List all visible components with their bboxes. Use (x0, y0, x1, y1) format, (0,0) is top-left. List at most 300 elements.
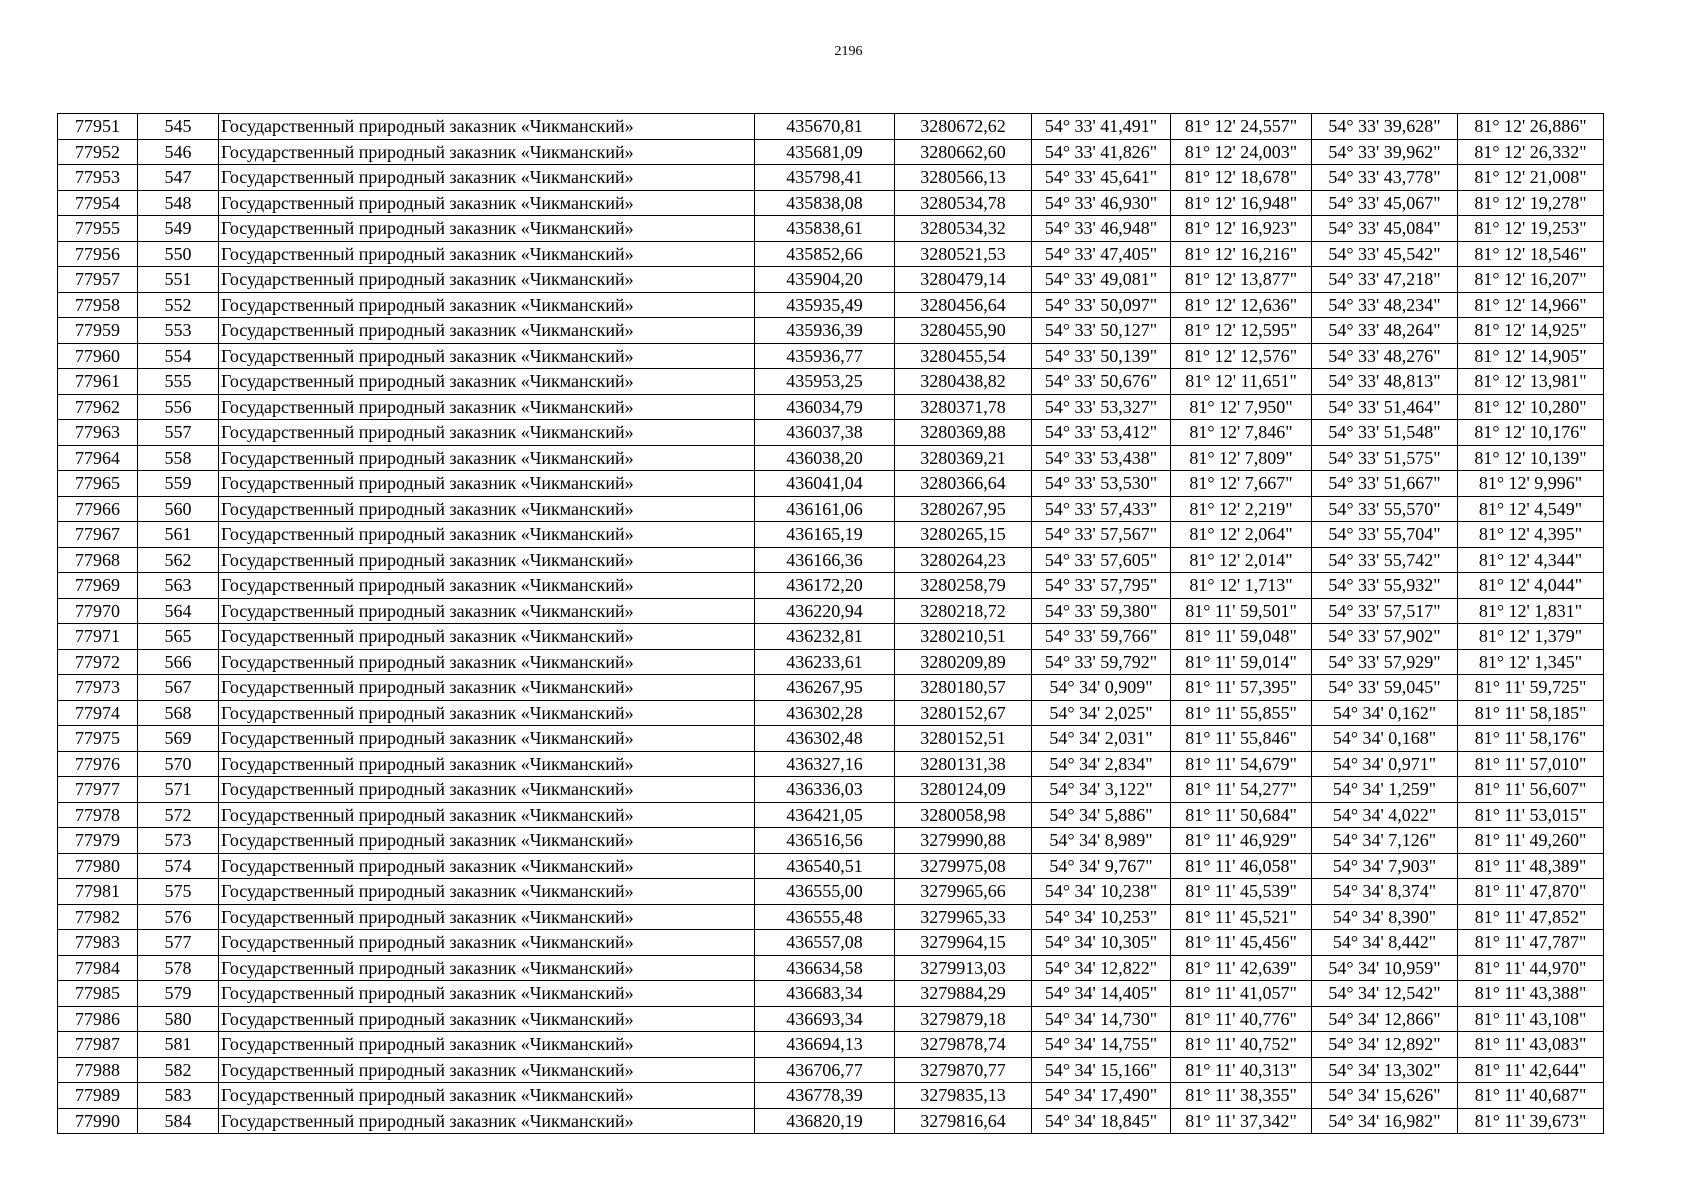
longitude-2-cell: 81° 11' 43,388" (1458, 981, 1604, 1007)
latitude-2-cell: 54° 34' 7,126" (1312, 828, 1458, 854)
coord-x-cell: 436233,61 (755, 649, 895, 675)
point-number-cell: 566 (138, 649, 219, 675)
longitude-2-cell: 81° 12' 10,280" (1458, 394, 1604, 420)
point-number-cell: 581 (138, 1032, 219, 1058)
object-name-cell: Государственный природный заказник «Чикманский» (219, 624, 755, 650)
point-number-cell: 568 (138, 700, 219, 726)
latitude-1-cell: 54° 34' 17,490" (1032, 1083, 1171, 1109)
latitude-2-cell: 54° 33' 43,778" (1312, 165, 1458, 191)
table-row (58, 292, 1604, 318)
object-name-cell: Государственный природный заказник «Чикманский» (219, 955, 755, 981)
coord-y-cell: 3280662,60 (895, 139, 1032, 165)
point-number-cell: 569 (138, 726, 219, 752)
object-name-cell: Государственный природный заказник «Чикманский» (219, 573, 755, 599)
coord-x-cell: 435935,49 (755, 292, 895, 318)
latitude-2-cell: 54° 33' 57,517" (1312, 598, 1458, 624)
latitude-2-cell: 54° 33' 55,742" (1312, 547, 1458, 573)
coord-x-cell: 435904,20 (755, 267, 895, 293)
table-row (58, 471, 1604, 497)
coord-y-cell: 3280258,79 (895, 573, 1032, 599)
row-number-cell: 77976 (58, 751, 138, 777)
longitude-2-cell: 81° 12' 4,044" (1458, 573, 1604, 599)
longitude-2-cell: 81° 11' 47,787" (1458, 930, 1604, 956)
point-number-cell: 546 (138, 139, 219, 165)
point-number-cell: 557 (138, 420, 219, 446)
latitude-2-cell: 54° 34' 12,542" (1312, 981, 1458, 1007)
longitude-1-cell: 81° 12' 24,003" (1171, 139, 1312, 165)
latitude-1-cell: 54° 33' 50,127" (1032, 318, 1171, 344)
row-number-cell: 77955 (58, 216, 138, 242)
row-number-cell: 77962 (58, 394, 138, 420)
longitude-1-cell: 81° 11' 41,057" (1171, 981, 1312, 1007)
row-number-cell: 77954 (58, 190, 138, 216)
latitude-2-cell: 54° 33' 47,218" (1312, 267, 1458, 293)
longitude-2-cell: 81° 11' 44,970" (1458, 955, 1604, 981)
latitude-2-cell: 54° 33' 45,084" (1312, 216, 1458, 242)
object-name-cell: Государственный природный заказник «Чикманский» (219, 802, 755, 828)
longitude-1-cell: 81° 12' 12,595" (1171, 318, 1312, 344)
latitude-2-cell: 54° 33' 57,902" (1312, 624, 1458, 650)
table-row (58, 930, 1604, 956)
table-row (58, 547, 1604, 573)
point-number-cell: 560 (138, 496, 219, 522)
longitude-1-cell: 81° 12' 1,713" (1171, 573, 1312, 599)
object-name-cell: Государственный природный заказник «Чикманский» (219, 1083, 755, 1109)
coord-x-cell: 436220,94 (755, 598, 895, 624)
object-name-cell: Государственный природный заказник «Чикманский» (219, 165, 755, 191)
coord-x-cell: 436540,51 (755, 853, 895, 879)
object-name-cell: Государственный природный заказник «Чикманский» (219, 1032, 755, 1058)
coord-x-cell: 436172,20 (755, 573, 895, 599)
longitude-2-cell: 81° 12' 1,345" (1458, 649, 1604, 675)
longitude-1-cell: 81° 11' 40,776" (1171, 1006, 1312, 1032)
table-row (58, 420, 1604, 446)
row-number-cell: 77968 (58, 547, 138, 573)
coord-x-cell: 435670,81 (755, 114, 895, 140)
longitude-2-cell: 81° 12' 18,546" (1458, 241, 1604, 267)
coord-x-cell: 436778,39 (755, 1083, 895, 1109)
longitude-2-cell: 81° 11' 57,010" (1458, 751, 1604, 777)
row-number-cell: 77965 (58, 471, 138, 497)
point-number-cell: 574 (138, 853, 219, 879)
longitude-2-cell: 81° 12' 10,176" (1458, 420, 1604, 446)
row-number-cell: 77953 (58, 165, 138, 191)
table-row (58, 318, 1604, 344)
coord-y-cell: 3280218,72 (895, 598, 1032, 624)
longitude-1-cell: 81° 11' 37,342" (1171, 1108, 1312, 1134)
object-name-cell: Государственный природный заказник «Чикманский» (219, 547, 755, 573)
row-number-cell: 77960 (58, 343, 138, 369)
coord-y-cell: 3279816,64 (895, 1108, 1032, 1134)
longitude-2-cell: 81° 11' 47,852" (1458, 904, 1604, 930)
coord-x-cell: 436516,56 (755, 828, 895, 854)
row-number-cell: 77980 (58, 853, 138, 879)
latitude-2-cell: 54° 34' 4,022" (1312, 802, 1458, 828)
object-name-cell: Государственный природный заказник «Чикманский» (219, 216, 755, 242)
latitude-2-cell: 54° 34' 12,892" (1312, 1032, 1458, 1058)
coord-x-cell: 436820,19 (755, 1108, 895, 1134)
latitude-1-cell: 54° 33' 46,930" (1032, 190, 1171, 216)
coord-y-cell: 3279913,03 (895, 955, 1032, 981)
row-number-cell: 77951 (58, 114, 138, 140)
coord-x-cell: 436302,28 (755, 700, 895, 726)
row-number-cell: 77990 (58, 1108, 138, 1134)
longitude-2-cell: 81° 11' 40,687" (1458, 1083, 1604, 1109)
table-row (58, 802, 1604, 828)
point-number-cell: 548 (138, 190, 219, 216)
coord-y-cell: 3279884,29 (895, 981, 1032, 1007)
longitude-2-cell: 81° 12' 14,966" (1458, 292, 1604, 318)
longitude-1-cell: 81° 11' 55,855" (1171, 700, 1312, 726)
longitude-2-cell: 81° 11' 58,176" (1458, 726, 1604, 752)
point-number-cell: 552 (138, 292, 219, 318)
table-row (58, 496, 1604, 522)
table-row (58, 955, 1604, 981)
longitude-2-cell: 81° 11' 49,260" (1458, 828, 1604, 854)
object-name-cell: Государственный природный заказник «Чикманский» (219, 496, 755, 522)
point-number-cell: 580 (138, 1006, 219, 1032)
row-number-cell: 77959 (58, 318, 138, 344)
object-name-cell: Государственный природный заказник «Чикманский» (219, 675, 755, 701)
longitude-2-cell: 81° 12' 9,996" (1458, 471, 1604, 497)
table-row (58, 445, 1604, 471)
longitude-2-cell: 81° 11' 58,185" (1458, 700, 1604, 726)
object-name-cell: Государственный природный заказник «Чикманский» (219, 649, 755, 675)
coord-x-cell: 436038,20 (755, 445, 895, 471)
point-number-cell: 579 (138, 981, 219, 1007)
latitude-1-cell: 54° 34' 10,238" (1032, 879, 1171, 905)
point-number-cell: 562 (138, 547, 219, 573)
coord-y-cell: 3279870,77 (895, 1057, 1032, 1083)
table-row (58, 649, 1604, 675)
latitude-2-cell: 54° 33' 55,704" (1312, 522, 1458, 548)
table-row (58, 139, 1604, 165)
coord-y-cell: 3280264,23 (895, 547, 1032, 573)
table-row (58, 1083, 1604, 1109)
table-row (58, 675, 1604, 701)
longitude-1-cell: 81° 11' 46,058" (1171, 853, 1312, 879)
latitude-1-cell: 54° 34' 15,166" (1032, 1057, 1171, 1083)
coord-y-cell: 3279964,15 (895, 930, 1032, 956)
latitude-1-cell: 54° 33' 50,676" (1032, 369, 1171, 395)
longitude-1-cell: 81° 11' 54,277" (1171, 777, 1312, 803)
latitude-1-cell: 54° 34' 9,767" (1032, 853, 1171, 879)
longitude-1-cell: 81° 12' 13,877" (1171, 267, 1312, 293)
table-row (58, 777, 1604, 803)
object-name-cell: Государственный природный заказник «Чикманский» (219, 471, 755, 497)
longitude-2-cell: 81° 12' 1,379" (1458, 624, 1604, 650)
table-row (58, 700, 1604, 726)
latitude-1-cell: 54° 33' 50,097" (1032, 292, 1171, 318)
coord-y-cell: 3280265,15 (895, 522, 1032, 548)
object-name-cell: Государственный природный заказник «Чикманский» (219, 1108, 755, 1134)
coord-x-cell: 436166,36 (755, 547, 895, 573)
point-number-cell: 559 (138, 471, 219, 497)
longitude-2-cell: 81° 11' 53,015" (1458, 802, 1604, 828)
table-row (58, 165, 1604, 191)
coord-y-cell: 3280209,89 (895, 649, 1032, 675)
object-name-cell: Государственный природный заказник «Чикманский» (219, 241, 755, 267)
latitude-2-cell: 54° 34' 8,390" (1312, 904, 1458, 930)
latitude-1-cell: 54° 33' 53,412" (1032, 420, 1171, 446)
latitude-1-cell: 54° 33' 50,139" (1032, 343, 1171, 369)
object-name-cell: Государственный природный заказник «Чикманский» (219, 445, 755, 471)
longitude-1-cell: 81° 11' 59,014" (1171, 649, 1312, 675)
coord-y-cell: 3280366,64 (895, 471, 1032, 497)
row-number-cell: 77952 (58, 139, 138, 165)
latitude-1-cell: 54° 34' 3,122" (1032, 777, 1171, 803)
longitude-1-cell: 81° 11' 45,456" (1171, 930, 1312, 956)
table-row (58, 114, 1604, 140)
coord-x-cell: 436555,48 (755, 904, 895, 930)
latitude-1-cell: 54° 33' 57,433" (1032, 496, 1171, 522)
longitude-2-cell: 81° 11' 43,108" (1458, 1006, 1604, 1032)
coord-x-cell: 435838,61 (755, 216, 895, 242)
coord-y-cell: 3280058,98 (895, 802, 1032, 828)
table-body (58, 114, 1604, 1134)
latitude-1-cell: 54° 33' 41,826" (1032, 139, 1171, 165)
coord-y-cell: 3279975,08 (895, 853, 1032, 879)
row-number-cell: 77983 (58, 930, 138, 956)
longitude-1-cell: 81° 11' 50,684" (1171, 802, 1312, 828)
longitude-2-cell: 81° 12' 19,278" (1458, 190, 1604, 216)
longitude-1-cell: 81° 12' 18,678" (1171, 165, 1312, 191)
table-row (58, 573, 1604, 599)
longitude-2-cell: 81° 12' 26,886" (1458, 114, 1604, 140)
longitude-1-cell: 81° 11' 40,752" (1171, 1032, 1312, 1058)
latitude-1-cell: 54° 33' 57,605" (1032, 547, 1171, 573)
object-name-cell: Государственный природный заказник «Чикманский» (219, 369, 755, 395)
coord-y-cell: 3280124,09 (895, 777, 1032, 803)
coord-x-cell: 436557,08 (755, 930, 895, 956)
coord-y-cell: 3279879,18 (895, 1006, 1032, 1032)
latitude-2-cell: 54° 33' 51,575" (1312, 445, 1458, 471)
coord-x-cell: 436161,06 (755, 496, 895, 522)
table-row (58, 751, 1604, 777)
latitude-2-cell: 54° 33' 48,813" (1312, 369, 1458, 395)
latitude-2-cell: 54° 33' 48,276" (1312, 343, 1458, 369)
coord-x-cell: 435681,09 (755, 139, 895, 165)
coord-y-cell: 3279878,74 (895, 1032, 1032, 1058)
coord-y-cell: 3279965,33 (895, 904, 1032, 930)
longitude-1-cell: 81° 12' 2,064" (1171, 522, 1312, 548)
row-number-cell: 77989 (58, 1083, 138, 1109)
longitude-1-cell: 81° 12' 12,636" (1171, 292, 1312, 318)
point-number-cell: 553 (138, 318, 219, 344)
latitude-1-cell: 54° 33' 59,766" (1032, 624, 1171, 650)
coord-y-cell: 3280534,78 (895, 190, 1032, 216)
longitude-1-cell: 81° 12' 2,014" (1171, 547, 1312, 573)
latitude-2-cell: 54° 34' 0,971" (1312, 751, 1458, 777)
row-number-cell: 77969 (58, 573, 138, 599)
coord-x-cell: 436037,38 (755, 420, 895, 446)
coord-x-cell: 436555,00 (755, 879, 895, 905)
longitude-1-cell: 81° 11' 55,846" (1171, 726, 1312, 752)
table-row (58, 267, 1604, 293)
point-number-cell: 564 (138, 598, 219, 624)
table-row (58, 904, 1604, 930)
object-name-cell: Государственный природный заказник «Чикманский» (219, 700, 755, 726)
row-number-cell: 77974 (58, 700, 138, 726)
row-number-cell: 77967 (58, 522, 138, 548)
longitude-2-cell: 81° 12' 26,332" (1458, 139, 1604, 165)
longitude-1-cell: 81° 12' 16,216" (1171, 241, 1312, 267)
latitude-1-cell: 54° 33' 59,380" (1032, 598, 1171, 624)
object-name-cell: Государственный природный заказник «Чикманский» (219, 853, 755, 879)
longitude-1-cell: 81° 12' 7,950" (1171, 394, 1312, 420)
table-row (58, 598, 1604, 624)
table-row (58, 1108, 1604, 1134)
longitude-1-cell: 81° 12' 7,667" (1171, 471, 1312, 497)
latitude-1-cell: 54° 34' 18,845" (1032, 1108, 1171, 1134)
point-number-cell: 570 (138, 751, 219, 777)
latitude-2-cell: 54° 34' 12,866" (1312, 1006, 1458, 1032)
latitude-2-cell: 54° 34' 8,442" (1312, 930, 1458, 956)
latitude-2-cell: 54° 34' 10,959" (1312, 955, 1458, 981)
coord-y-cell: 3280455,90 (895, 318, 1032, 344)
row-number-cell: 77956 (58, 241, 138, 267)
coord-x-cell: 436693,34 (755, 1006, 895, 1032)
latitude-2-cell: 54° 33' 55,932" (1312, 573, 1458, 599)
object-name-cell: Государственный природный заказник «Чикманский» (219, 343, 755, 369)
row-number-cell: 77979 (58, 828, 138, 854)
object-name-cell: Государственный природный заказник «Чикманский» (219, 1006, 755, 1032)
latitude-2-cell: 54° 33' 51,548" (1312, 420, 1458, 446)
coord-y-cell: 3280371,78 (895, 394, 1032, 420)
longitude-1-cell: 81° 12' 16,923" (1171, 216, 1312, 242)
latitude-1-cell: 54° 34' 2,834" (1032, 751, 1171, 777)
latitude-2-cell: 54° 33' 45,067" (1312, 190, 1458, 216)
latitude-1-cell: 54° 34' 10,305" (1032, 930, 1171, 956)
table-row (58, 1032, 1604, 1058)
row-number-cell: 77970 (58, 598, 138, 624)
longitude-1-cell: 81° 12' 7,809" (1171, 445, 1312, 471)
longitude-2-cell: 81° 12' 4,395" (1458, 522, 1604, 548)
longitude-1-cell: 81° 12' 16,948" (1171, 190, 1312, 216)
latitude-2-cell: 54° 33' 55,570" (1312, 496, 1458, 522)
table-row (58, 981, 1604, 1007)
longitude-1-cell: 81° 11' 38,355" (1171, 1083, 1312, 1109)
longitude-1-cell: 81° 12' 2,219" (1171, 496, 1312, 522)
object-name-cell: Государственный природный заказник «Чикманский» (219, 726, 755, 752)
longitude-1-cell: 81° 11' 59,048" (1171, 624, 1312, 650)
coord-y-cell: 3280456,64 (895, 292, 1032, 318)
longitude-2-cell: 81° 11' 47,870" (1458, 879, 1604, 905)
row-number-cell: 77963 (58, 420, 138, 446)
object-name-cell: Государственный природный заказник «Чикманский» (219, 828, 755, 854)
coord-y-cell: 3280455,54 (895, 343, 1032, 369)
coord-y-cell: 3280479,14 (895, 267, 1032, 293)
latitude-2-cell: 54° 33' 59,045" (1312, 675, 1458, 701)
table-row (58, 522, 1604, 548)
point-number-cell: 573 (138, 828, 219, 854)
object-name-cell: Государственный природный заказник «Чикманский» (219, 981, 755, 1007)
longitude-1-cell: 81° 11' 42,639" (1171, 955, 1312, 981)
object-name-cell: Государственный природный заказник «Чикманский» (219, 879, 755, 905)
latitude-2-cell: 54° 34' 13,302" (1312, 1057, 1458, 1083)
coord-x-cell: 436302,48 (755, 726, 895, 752)
coord-y-cell: 3280210,51 (895, 624, 1032, 650)
coord-y-cell: 3280369,21 (895, 445, 1032, 471)
page-number: 2196 (834, 44, 863, 59)
point-number-cell: 563 (138, 573, 219, 599)
point-number-cell: 549 (138, 216, 219, 242)
row-number-cell: 77958 (58, 292, 138, 318)
row-number-cell: 77977 (58, 777, 138, 803)
longitude-2-cell: 81° 11' 48,389" (1458, 853, 1604, 879)
point-number-cell: 561 (138, 522, 219, 548)
coord-x-cell: 436267,95 (755, 675, 895, 701)
coord-y-cell: 3280438,82 (895, 369, 1032, 395)
row-number-cell: 77964 (58, 445, 138, 471)
table-row (58, 853, 1604, 879)
longitude-2-cell: 81° 12' 14,925" (1458, 318, 1604, 344)
object-name-cell: Государственный природный заказник «Чикманский» (219, 777, 755, 803)
row-number-cell: 77981 (58, 879, 138, 905)
latitude-2-cell: 54° 34' 16,982" (1312, 1108, 1458, 1134)
coord-y-cell: 3280534,32 (895, 216, 1032, 242)
table-row (58, 726, 1604, 752)
object-name-cell: Государственный природный заказник «Чикманский» (219, 292, 755, 318)
row-number-cell: 77957 (58, 267, 138, 293)
object-name-cell: Государственный природный заказник «Чикманский» (219, 114, 755, 140)
object-name-cell: Государственный природный заказник «Чикманский» (219, 522, 755, 548)
coord-x-cell: 436421,05 (755, 802, 895, 828)
coord-y-cell: 3280152,51 (895, 726, 1032, 752)
coord-x-cell: 436034,79 (755, 394, 895, 420)
table-row (58, 216, 1604, 242)
table-row (58, 828, 1604, 854)
row-number-cell: 77984 (58, 955, 138, 981)
table-row (58, 343, 1604, 369)
longitude-2-cell: 81° 12' 16,207" (1458, 267, 1604, 293)
point-number-cell: 576 (138, 904, 219, 930)
table-row (58, 241, 1604, 267)
coord-x-cell: 436327,16 (755, 751, 895, 777)
table-row (58, 394, 1604, 420)
latitude-2-cell: 54° 34' 1,259" (1312, 777, 1458, 803)
point-number-cell: 554 (138, 343, 219, 369)
table-row (58, 879, 1604, 905)
latitude-1-cell: 54° 34' 12,822" (1032, 955, 1171, 981)
point-number-cell: 547 (138, 165, 219, 191)
point-number-cell: 584 (138, 1108, 219, 1134)
coord-y-cell: 3280369,88 (895, 420, 1032, 446)
latitude-1-cell: 54° 33' 53,438" (1032, 445, 1171, 471)
latitude-1-cell: 54° 34' 14,730" (1032, 1006, 1171, 1032)
latitude-2-cell: 54° 33' 51,667" (1312, 471, 1458, 497)
point-number-cell: 575 (138, 879, 219, 905)
coord-x-cell: 436694,13 (755, 1032, 895, 1058)
point-number-cell: 567 (138, 675, 219, 701)
row-number-cell: 77973 (58, 675, 138, 701)
coord-y-cell: 3279990,88 (895, 828, 1032, 854)
coord-y-cell: 3279835,13 (895, 1083, 1032, 1109)
coord-x-cell: 436336,03 (755, 777, 895, 803)
longitude-1-cell: 81° 12' 11,651" (1171, 369, 1312, 395)
coord-y-cell: 3280521,53 (895, 241, 1032, 267)
row-number-cell: 77978 (58, 802, 138, 828)
longitude-1-cell: 81° 12' 24,557" (1171, 114, 1312, 140)
latitude-2-cell: 54° 34' 7,903" (1312, 853, 1458, 879)
point-number-cell: 572 (138, 802, 219, 828)
point-number-cell: 551 (138, 267, 219, 293)
row-number-cell: 77987 (58, 1032, 138, 1058)
latitude-1-cell: 54° 33' 57,795" (1032, 573, 1171, 599)
coord-y-cell: 3279965,66 (895, 879, 1032, 905)
latitude-2-cell: 54° 33' 51,464" (1312, 394, 1458, 420)
coord-x-cell: 436634,58 (755, 955, 895, 981)
